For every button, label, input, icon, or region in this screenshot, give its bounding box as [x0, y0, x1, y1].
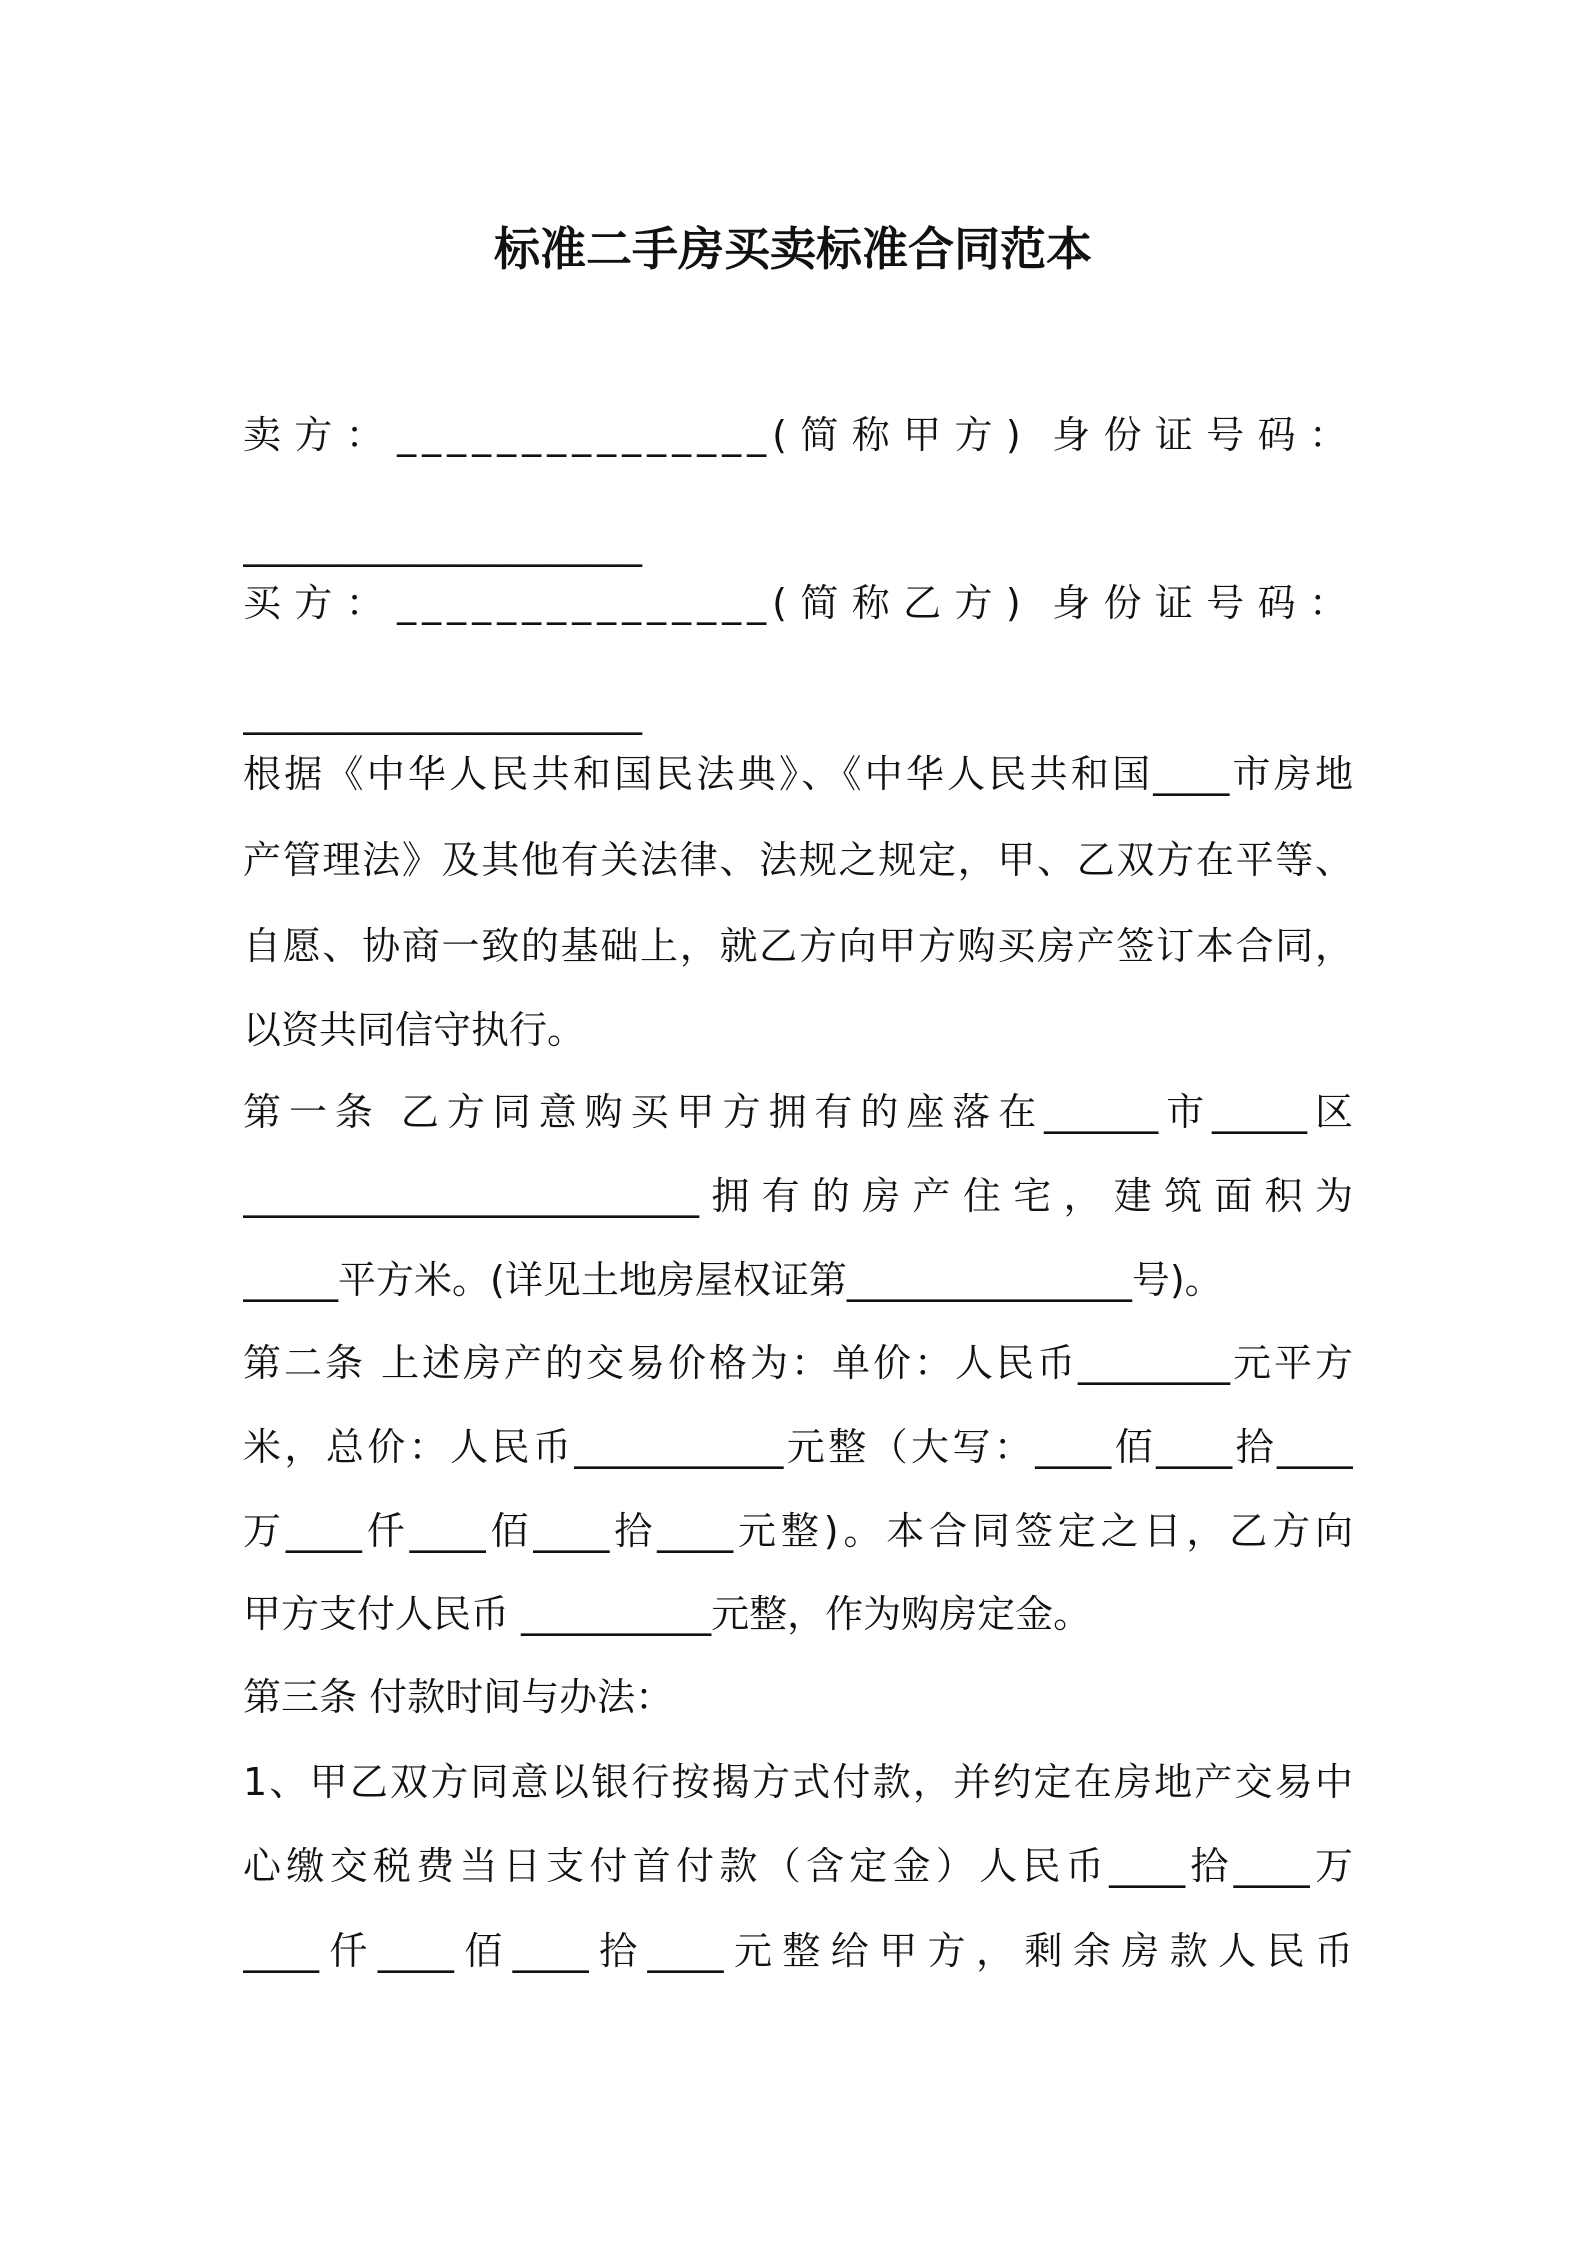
preamble-line-3: 自愿、协商一致的基础上，就乙方向甲方购买房产签订本合同， — [243, 924, 1353, 968]
document-title: 标准二手房买卖标准合同范本 — [494, 222, 1092, 276]
article-3-item-1-line-1: 1、甲乙双方同意以银行按揭方式付款，并约定在房地产交易中 — [243, 1760, 1353, 1804]
seller-id-blank: _____________________ — [243, 523, 642, 567]
article-1-line-2: ________________________拥有的房产住宅，建筑面积为 — [243, 1174, 1353, 1218]
buyer-line: 买方：_______________(简称乙方) 身份证号码： — [243, 581, 1353, 625]
article-2-line-2: 米，总价：人民币___________元整（大写：____佰____拾____ — [243, 1425, 1353, 1469]
article-3-item-1-line-3: ____仟____佰____拾____元整给甲方，剩余房款人民币 — [243, 1929, 1353, 1973]
preamble-line-4: 以资共同信守执行。 — [243, 1008, 586, 1052]
article-1-line-1: 第一条 乙方同意购买甲方拥有的座落在______市_____区 — [243, 1090, 1353, 1134]
preamble-line-2: 产管理法》及其他有关法律、法规之规定，甲、乙双方在平等、 — [243, 838, 1353, 882]
seller-line: 卖方：_______________(简称甲方) 身份证号码： — [243, 413, 1353, 457]
article-3-heading: 第三条 付款时间与办法： — [243, 1675, 674, 1719]
article-2-line-3: 万____仟____佰____拾____元整)。本合同签定之日，乙方向 — [243, 1509, 1353, 1553]
article-2-line-1: 第二条 上述房产的交易价格为：单价：人民币________元平方 — [243, 1341, 1353, 1385]
buyer-id-blank: _____________________ — [243, 691, 642, 735]
preamble-line-1: 根据《中华人民共和国民法典》、《中华人民共和国____市房地 — [243, 752, 1353, 796]
article-2-line-4: 甲方支付人民币 __________元整，作为购房定金。 — [243, 1592, 1092, 1636]
article-1-line-3: _____平方米。(详见土地房屋权证第_______________号)。 — [243, 1258, 1223, 1302]
article-3-item-1-line-2: 心缴交税费当日支付首付款（含定金）人民币____拾____万 — [243, 1844, 1353, 1888]
